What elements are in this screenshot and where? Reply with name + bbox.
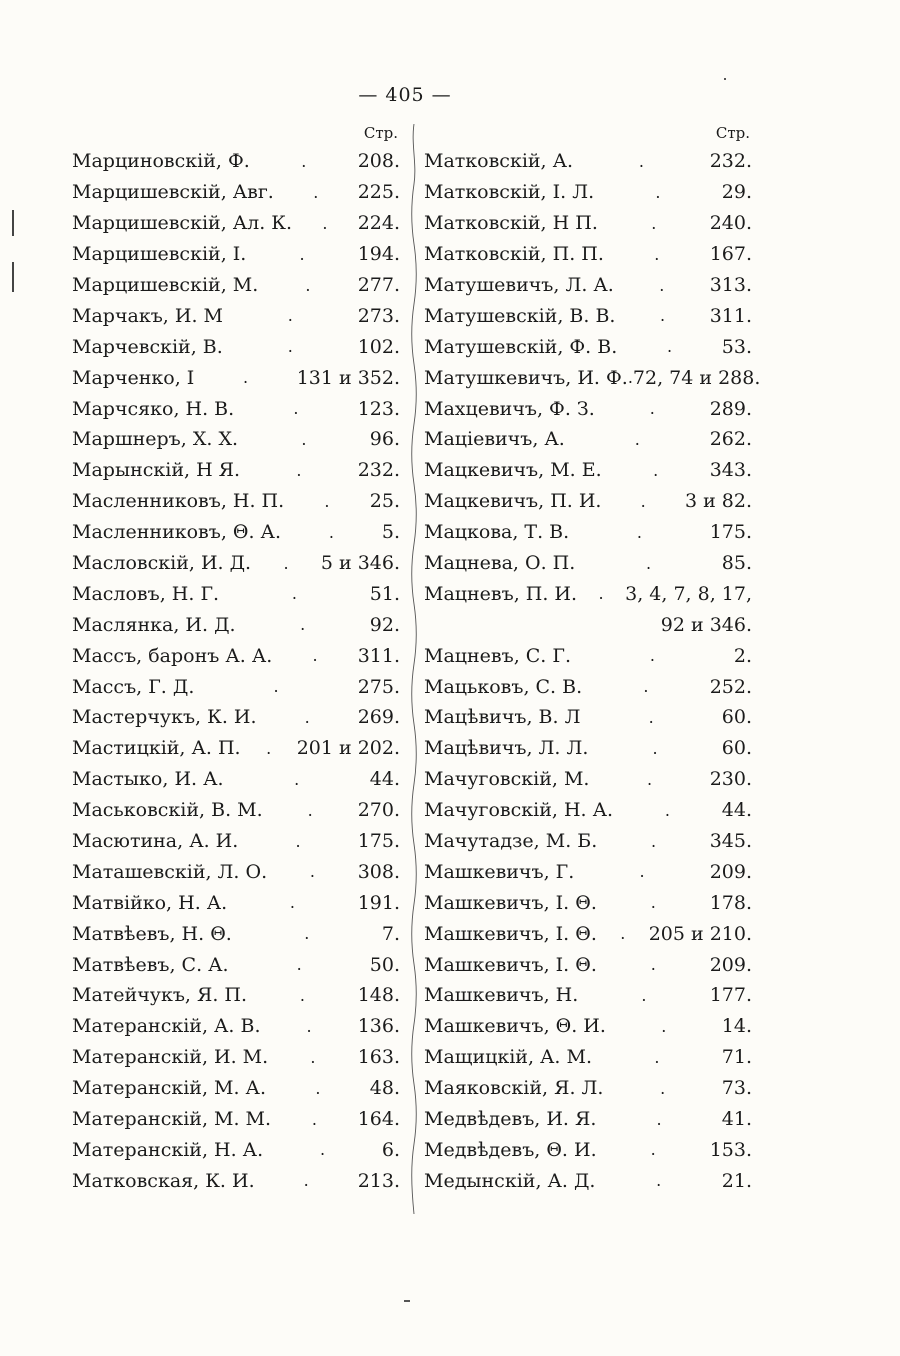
entry-pages: 60. bbox=[721, 706, 752, 729]
entry-name: Марчсяко, Н. В. bbox=[72, 397, 235, 420]
entry-name: Матковскій, Н П. bbox=[424, 212, 598, 235]
leader-dot: . bbox=[666, 337, 673, 357]
entry-name: Масленниковъ, Θ. А. bbox=[72, 521, 281, 544]
leader-dot: . bbox=[664, 800, 670, 820]
entry-name: Медвѣдевъ, И. Я. bbox=[424, 1108, 597, 1131]
entry-name: Мастерчукъ, К. И. bbox=[72, 706, 257, 729]
index-entry bbox=[72, 239, 402, 270]
index-entry bbox=[72, 1042, 402, 1073]
leader-dot: . bbox=[643, 677, 649, 697]
entry-name: Махцевичъ, Ф. З. bbox=[424, 397, 595, 420]
entry-name: Мачуговскій, М. bbox=[424, 768, 590, 791]
entry-pages: 201 и 202. bbox=[296, 737, 400, 760]
index-entry bbox=[72, 362, 402, 393]
leader-dot: . bbox=[306, 1016, 312, 1036]
index-entry bbox=[72, 887, 402, 918]
leader-dot: . bbox=[638, 151, 644, 171]
entry-name: Мацневъ, С. Г. bbox=[424, 644, 572, 667]
entry-name: Марцишевскій, М. bbox=[72, 274, 259, 296]
index-entry bbox=[72, 764, 402, 795]
entry-pages: 29. bbox=[721, 181, 752, 204]
leader-dot: . bbox=[653, 460, 659, 480]
entry-pages: 14. bbox=[721, 1015, 752, 1038]
entry-pages: 53. bbox=[721, 335, 752, 358]
entry-name: Маціевичъ, А. bbox=[424, 428, 565, 451]
entry-name: Матковскій, А. bbox=[424, 150, 574, 173]
leader-dot: . bbox=[660, 306, 666, 326]
leader-dot: . bbox=[649, 399, 655, 419]
leader-dot: . bbox=[299, 244, 305, 264]
margin-mark bbox=[12, 210, 14, 236]
index-entry bbox=[424, 980, 754, 1011]
index-entry bbox=[72, 548, 402, 579]
leader-dot: . bbox=[304, 707, 310, 727]
entry-name: Масленниковъ, Н. П. bbox=[72, 490, 285, 513]
index-entry bbox=[424, 795, 754, 826]
leader-dot: . bbox=[650, 893, 656, 913]
entry-pages: 209. bbox=[709, 953, 752, 976]
entry-pages: 275. bbox=[357, 675, 400, 698]
index-entry bbox=[424, 270, 754, 301]
entry-name: Мастицкій, А. П. bbox=[72, 737, 241, 760]
entry-pages: 85. bbox=[721, 552, 752, 575]
index-entry bbox=[424, 455, 754, 486]
column-header-pages: Стр. bbox=[363, 124, 398, 142]
margin-mark bbox=[12, 262, 14, 292]
leader-dot: . bbox=[304, 924, 310, 944]
entry-pages: 131 и 352. bbox=[296, 366, 400, 389]
leader-dot: . bbox=[598, 584, 604, 604]
leader-dot: . bbox=[656, 1171, 662, 1191]
leader-dot: . bbox=[293, 399, 299, 419]
entry-pages: 21. bbox=[721, 1169, 752, 1192]
leader-dot: . bbox=[301, 429, 307, 449]
index-entry bbox=[72, 455, 402, 486]
index-entry bbox=[72, 795, 402, 826]
entry-pages: 6. bbox=[381, 1138, 400, 1161]
leader-dot: . bbox=[649, 646, 655, 666]
entry-name: Массъ, Г. Д. bbox=[72, 675, 195, 698]
entry-name: Маслянка, И. Д. bbox=[72, 613, 236, 636]
entry-name: Мацкова, Т. В. bbox=[424, 521, 570, 544]
column-header-pages: Стр. bbox=[715, 124, 750, 142]
leader-dot: . bbox=[296, 460, 302, 480]
leader-dot: . bbox=[640, 491, 646, 511]
entry-pages: 213. bbox=[357, 1169, 400, 1192]
index-entry bbox=[72, 1011, 402, 1042]
index-entry bbox=[424, 1104, 754, 1135]
index-entry bbox=[424, 239, 754, 270]
entry-pages: 178. bbox=[709, 891, 752, 914]
entry-pages: 177. bbox=[709, 984, 752, 1007]
index-entry bbox=[424, 887, 754, 918]
entry-name: Мацкевичъ, М. Е. bbox=[424, 459, 602, 482]
entry-name: Матковскій, І. Л. bbox=[424, 181, 595, 204]
index-entry bbox=[424, 1073, 754, 1104]
entry-pages: 2. bbox=[733, 644, 752, 667]
page-number: — 405 — bbox=[358, 84, 452, 106]
leader-dot: . bbox=[650, 955, 656, 975]
index-entry bbox=[72, 331, 402, 362]
index-entry bbox=[72, 486, 402, 517]
index-entry bbox=[72, 146, 402, 177]
entry-name: Матеранскій, М. М. bbox=[72, 1108, 272, 1131]
entry-pages: 92 и 346. bbox=[660, 613, 753, 636]
entry-pages: 311. bbox=[709, 304, 752, 327]
entry-pages: 277. bbox=[357, 274, 400, 296]
entry-name: Марынскій, Н Я. bbox=[72, 459, 241, 482]
leader-dot: . bbox=[650, 1140, 656, 1160]
entry-pages: 96. bbox=[369, 428, 400, 451]
entry-name: Матвійко, Н. А. bbox=[72, 891, 228, 914]
entry-pages: 73. bbox=[721, 1077, 752, 1100]
leader-dot: . bbox=[319, 1140, 326, 1160]
entry-pages: 191. bbox=[357, 891, 400, 914]
index-entry bbox=[424, 918, 754, 949]
entry-pages: 311. bbox=[357, 644, 400, 667]
entry-name: Матвѣевъ, С. А. bbox=[72, 953, 229, 976]
entry-name: Матвѣевъ, Н. Θ. bbox=[72, 922, 232, 945]
entry-pages: 148. bbox=[357, 984, 400, 1007]
entry-name: Масютина, А. И. bbox=[72, 830, 239, 853]
entry-name: Марцишевскій, Авг. bbox=[72, 181, 274, 204]
entry-name: Матковскій, П. П. bbox=[424, 243, 604, 266]
entry-pages: 209. bbox=[709, 860, 752, 883]
entry-pages: 240. bbox=[709, 212, 752, 235]
leader-dot: . bbox=[310, 1047, 316, 1067]
leader-dot: . bbox=[645, 553, 652, 573]
index-entry bbox=[72, 208, 402, 239]
leader-dot: . bbox=[322, 213, 328, 233]
leader-dot: . bbox=[301, 151, 307, 171]
entry-pages: 5 и 346. bbox=[320, 552, 400, 575]
entry-name: Медвѣдевъ, Θ. И. bbox=[424, 1138, 597, 1161]
index-entry bbox=[72, 300, 402, 331]
entry-name: Марченко, І bbox=[72, 366, 195, 389]
entry-name: Машкевичъ, Н. bbox=[424, 984, 579, 1007]
index-entry bbox=[72, 856, 402, 887]
entry-pages: 343. bbox=[709, 459, 752, 482]
entry-pages: 50. bbox=[369, 953, 400, 976]
entry-name: Масловъ, Н. Г. bbox=[72, 582, 220, 605]
index-entry bbox=[72, 517, 402, 548]
index-entry bbox=[424, 1011, 754, 1042]
index-entry bbox=[424, 331, 754, 362]
index-entry bbox=[72, 424, 402, 455]
entry-pages: 345. bbox=[709, 830, 752, 853]
leader-dot: . bbox=[283, 553, 289, 573]
entry-pages: 232. bbox=[709, 150, 752, 173]
entry-name: Маяковскій, Я. Л. bbox=[424, 1077, 604, 1100]
entry-name: Мацкевичъ, П. И. bbox=[424, 490, 602, 513]
entry-name: Матеранскій, И. М. bbox=[72, 1046, 269, 1069]
index-entry bbox=[72, 702, 402, 733]
entry-name: Маськовскій, В. М. bbox=[72, 799, 263, 822]
entry-name: Матушевичъ, Л. А. bbox=[424, 274, 614, 296]
leader-dot: . bbox=[311, 1109, 317, 1129]
leader-dot: . bbox=[639, 862, 645, 882]
leader-dot: . bbox=[650, 831, 657, 851]
index-entry bbox=[424, 393, 754, 424]
entry-pages: 270. bbox=[357, 799, 400, 822]
index-entry bbox=[72, 609, 402, 640]
index-entry bbox=[424, 578, 754, 609]
entry-name: Матушкевичъ, И. Ф. bbox=[424, 366, 628, 389]
entry-pages: 224. bbox=[357, 212, 400, 235]
entry-pages: 41. bbox=[721, 1108, 752, 1131]
entry-pages: 164. bbox=[357, 1108, 400, 1131]
entry-name: Матейчукъ, Я. П. bbox=[72, 984, 248, 1007]
leader-dot: . bbox=[291, 584, 297, 604]
index-entry bbox=[424, 826, 754, 857]
leader-dot: . bbox=[295, 831, 301, 851]
index-entry bbox=[72, 918, 402, 949]
entry-pages: 232. bbox=[357, 459, 400, 482]
index-entry bbox=[424, 640, 754, 671]
entry-pages: 313. bbox=[709, 274, 752, 296]
entry-pages: 153. bbox=[709, 1138, 752, 1161]
entry-name: Марцишевскій, І. bbox=[72, 243, 247, 266]
leader-dot: . bbox=[641, 985, 647, 1005]
entry-name: Мацьковъ, С. В. bbox=[424, 675, 583, 698]
entry-name: Машкевичъ, І. Θ. bbox=[424, 953, 597, 976]
entry-pages: 289. bbox=[709, 397, 752, 420]
entry-name: Мащицкій, А. М. bbox=[424, 1046, 592, 1069]
entry-name: Маташевскій, Л. О. bbox=[72, 860, 268, 883]
index-entry bbox=[424, 517, 754, 548]
entry-pages: 175. bbox=[709, 521, 752, 544]
entry-pages: 5. bbox=[381, 521, 400, 544]
entry-name: Машкевичъ, Г. bbox=[424, 860, 575, 883]
index-entry bbox=[424, 764, 754, 795]
entry-name: Мачутадзе, М. Б. bbox=[424, 830, 598, 853]
entry-pages: 208. bbox=[357, 150, 400, 173]
entry-pages: 44. bbox=[369, 768, 400, 791]
leader-dot: . bbox=[315, 1078, 321, 1098]
entry-pages: 51. bbox=[369, 582, 400, 605]
index-entry bbox=[72, 177, 402, 208]
leader-dot: . bbox=[307, 800, 313, 820]
entry-name: Мацневъ, П. И. bbox=[424, 582, 578, 605]
index-entry bbox=[72, 733, 402, 764]
entry-pages: 71. bbox=[721, 1046, 752, 1069]
leader-dot: . bbox=[313, 182, 319, 202]
index-entry bbox=[424, 609, 754, 640]
leader-dot: . bbox=[287, 306, 293, 326]
entry-name: Матеранскій, Н. А. bbox=[72, 1138, 264, 1161]
leader-dot: . bbox=[273, 677, 279, 697]
leader-dot: . bbox=[299, 985, 305, 1005]
index-entry bbox=[72, 1135, 402, 1166]
leader-dot: . bbox=[654, 1047, 660, 1067]
leader-dot: . bbox=[654, 244, 660, 264]
entry-pages: 175. bbox=[357, 830, 400, 853]
entry-name: Матушевскій, В. В. bbox=[424, 304, 616, 327]
entry-pages: 308. bbox=[357, 860, 400, 883]
entry-pages: 205 и 210. bbox=[648, 922, 752, 945]
leader-dot: . bbox=[266, 738, 272, 758]
entry-pages: 102. bbox=[357, 335, 400, 358]
index-entry bbox=[424, 300, 754, 331]
entry-pages: 44. bbox=[721, 799, 752, 822]
index-entry bbox=[424, 733, 754, 764]
entry-name: Массъ, баронъ А. А. bbox=[72, 644, 273, 667]
index-entry bbox=[424, 208, 754, 239]
leader-dot: . bbox=[287, 337, 293, 357]
entry-pages: 273. bbox=[357, 304, 400, 327]
entry-name: Марчевскій, В. bbox=[72, 335, 223, 358]
entry-pages: 3, 4, 7, 8, 17, bbox=[625, 582, 752, 605]
entry-name: Мацѣвичъ, Л. Л. bbox=[424, 737, 589, 760]
index-entry bbox=[72, 980, 402, 1011]
entry-name: Машкевичъ, Θ. И. bbox=[424, 1015, 606, 1038]
leader-dot: . bbox=[309, 862, 315, 882]
leader-dot: . bbox=[328, 522, 334, 542]
leader-dot: . bbox=[627, 368, 633, 388]
leader-dot: . bbox=[294, 769, 300, 789]
entry-pages: 167. bbox=[709, 243, 752, 266]
index-entry bbox=[72, 578, 402, 609]
index-entry bbox=[72, 1073, 402, 1104]
index-entry bbox=[72, 1165, 402, 1196]
index-entry bbox=[424, 856, 754, 887]
entry-pages: 25. bbox=[369, 490, 400, 513]
entry-name: Матеранскій, А. В. bbox=[72, 1015, 261, 1038]
index-entry bbox=[424, 362, 761, 393]
index-entry bbox=[72, 640, 402, 671]
index-entry bbox=[424, 146, 754, 177]
entry-pages: 269. bbox=[357, 706, 400, 729]
scan-speck bbox=[404, 1300, 410, 1302]
index-entry bbox=[424, 671, 754, 702]
entry-pages: 92. bbox=[369, 613, 400, 636]
index-entry bbox=[424, 548, 754, 579]
index-column-left bbox=[72, 124, 402, 1196]
leader-dot: . bbox=[303, 1171, 309, 1191]
entry-name: Машкевичъ, І. Θ. bbox=[424, 922, 597, 945]
leader-dot: . bbox=[634, 429, 640, 449]
entry-pages: 3 и 82. bbox=[684, 490, 752, 513]
leader-dot: . bbox=[651, 213, 657, 233]
index-entry bbox=[72, 949, 402, 980]
leader-dot: . bbox=[289, 893, 295, 913]
entry-pages: 230. bbox=[709, 768, 752, 791]
entry-name: Маршнеръ, Х. Х. bbox=[72, 428, 239, 451]
column-divider bbox=[410, 124, 418, 1214]
index-list-right bbox=[424, 146, 761, 1196]
leader-dot: . bbox=[242, 368, 249, 388]
entry-name: Мацнева, О. П. bbox=[424, 552, 576, 575]
leader-dot: . bbox=[652, 738, 658, 758]
index-entry bbox=[72, 671, 402, 702]
leader-dot: . bbox=[296, 955, 302, 975]
index-entry bbox=[424, 1135, 754, 1166]
entry-pages: 60. bbox=[721, 737, 752, 760]
leader-dot: . bbox=[636, 522, 642, 542]
entry-name: Марчакъ, И. М bbox=[72, 304, 223, 327]
index-entry bbox=[424, 1042, 754, 1073]
leader-dot: . bbox=[660, 1078, 666, 1098]
leader-dot: . bbox=[656, 1109, 662, 1129]
leader-dot: . bbox=[648, 707, 654, 727]
index-entry bbox=[424, 424, 754, 455]
entry-name: Мачуговскій, Н. А. bbox=[424, 799, 614, 822]
entry-name: Матеранскій, М. А. bbox=[72, 1077, 266, 1100]
leader-dot: . bbox=[647, 769, 653, 789]
entry-pages: 225. bbox=[357, 181, 400, 204]
leader-dot: . bbox=[620, 924, 626, 944]
entry-name: Мацѣвичъ, В. Л bbox=[424, 706, 581, 729]
index-entry bbox=[72, 270, 402, 301]
entry-pages: 194. bbox=[357, 243, 400, 266]
leader-dot: . bbox=[655, 182, 661, 202]
entry-pages: 48. bbox=[369, 1077, 400, 1100]
entry-name: Марциновскій, Ф. bbox=[72, 150, 250, 173]
entry-name: Масловскій, И. Д. bbox=[72, 552, 252, 575]
entry-name: Медынскій, А. Д. bbox=[424, 1169, 596, 1192]
entry-pages: 252. bbox=[709, 675, 752, 698]
index-entry bbox=[424, 702, 754, 733]
entry-pages: 7. bbox=[381, 922, 400, 945]
entry-pages: 163. bbox=[357, 1046, 400, 1069]
leader-dot: . bbox=[305, 275, 311, 295]
entry-pages: 123. bbox=[357, 397, 400, 420]
index-entry bbox=[72, 393, 402, 424]
leader-dot: . bbox=[300, 615, 306, 635]
entry-name: Мастыко, И. А. bbox=[72, 768, 224, 791]
leader-dot: . bbox=[312, 646, 318, 666]
index-entry bbox=[72, 1104, 402, 1135]
leader-dot: . bbox=[324, 491, 330, 511]
entry-name: Машкевичъ, І. Θ. bbox=[424, 891, 597, 914]
index-entry bbox=[72, 826, 402, 857]
index-list-left bbox=[72, 146, 402, 1196]
entry-name: Марцишевскій, Ал. К. bbox=[72, 212, 293, 235]
entry-pages: 262. bbox=[709, 428, 752, 451]
entry-name: Матушевскій, Ф. В. bbox=[424, 335, 618, 358]
scan-speck bbox=[724, 78, 726, 80]
entry-pages: 72, 74 и 288. bbox=[632, 366, 761, 389]
index-column-right bbox=[424, 124, 761, 1196]
index-entry bbox=[424, 1165, 754, 1196]
entry-name: Матковская, К. И. bbox=[72, 1169, 255, 1192]
entry-pages: 136. bbox=[357, 1015, 400, 1038]
leader-dot: . bbox=[659, 275, 665, 295]
leader-dot: . bbox=[661, 1016, 667, 1036]
index-entry bbox=[424, 177, 754, 208]
index-entry bbox=[424, 486, 754, 517]
index-entry bbox=[424, 949, 754, 980]
